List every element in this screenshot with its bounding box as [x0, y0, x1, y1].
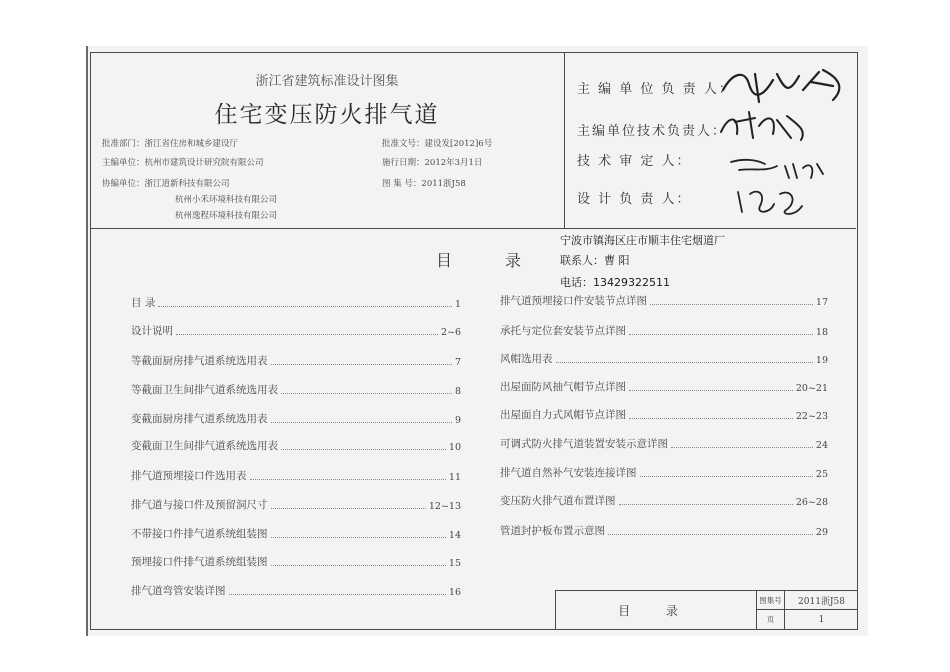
responsible-role: 主 编 单 位 负 责 人： [577, 82, 734, 97]
toc-item [131, 354, 461, 368]
toc-item-page: 7 [454, 357, 461, 368]
meta-label: 主编单位： [102, 158, 145, 168]
toc-leader [271, 565, 446, 566]
meta-row [175, 210, 277, 223]
toc-item [131, 527, 461, 541]
toc-item-title: 变截面厨房排气道系统选用表 [131, 413, 268, 425]
signature-panel [565, 52, 856, 229]
title-block [555, 590, 857, 629]
responsible-role: 技 术 审 定 人： [577, 154, 692, 169]
series-title: 浙江省建筑标准设计图集 [255, 74, 399, 89]
meta-row [102, 178, 230, 191]
toc-item-page: 18 [815, 327, 828, 338]
toc-item-title: 排气道与接口件及预留洞尺寸 [131, 499, 268, 511]
toc-leader [629, 334, 813, 335]
toc-item-title: 可调式防火排气道装置安装示意详图 [500, 438, 668, 450]
toc-leader [250, 479, 446, 480]
toc-item [131, 584, 461, 598]
toc-item [500, 352, 828, 366]
toc-item-page: 29 [815, 527, 828, 538]
toc-item-page: 12~13 [428, 501, 461, 512]
toc-leader [176, 334, 438, 335]
signature-image [730, 180, 830, 220]
toc-item-page: 19 [815, 355, 828, 366]
toc-leader [619, 504, 793, 505]
meta-value: 杭州小禾环境科技有限公司 [175, 195, 278, 205]
toc-leader [608, 534, 813, 535]
meta-row [175, 194, 277, 207]
toc-item-page: 17 [815, 297, 828, 308]
toc-item [131, 412, 461, 426]
toc-item-page: 1 [454, 299, 461, 310]
toc-item [500, 324, 828, 338]
responsible-role: 主编单位技术负责人： [577, 124, 728, 139]
meta-label: 图 集 号： [382, 179, 422, 189]
toc-item-title: 等截面厨房排气道系统选用表 [131, 355, 268, 367]
toc-item-title: 预埋接口件排气道系统组装图 [131, 556, 268, 568]
toc-item-title: 排气道弯管安装详图 [131, 585, 226, 597]
toc-item-page: 22~23 [795, 411, 828, 422]
toc-item-title: 出屋面防风抽气帽节点详图 [500, 381, 626, 393]
toc-item [131, 498, 461, 512]
toc-item-page: 9 [454, 415, 461, 426]
contact-person: 联系人：曹 阳 [560, 254, 630, 267]
toc-item-page: 16 [448, 587, 461, 598]
toc-leader [271, 364, 452, 365]
toc-leader [650, 304, 813, 305]
toc-item-page: 14 [448, 530, 461, 541]
toc-item-page: 8 [454, 386, 461, 397]
toc-item-title: 出屋面自力式风帽节点详图 [500, 409, 626, 421]
meta-label: 批准文号： [382, 139, 425, 149]
toc-item-page: 24 [815, 440, 828, 451]
toc-item-page: 15 [448, 558, 461, 569]
toc-item-page: 10 [448, 442, 461, 453]
toc-item-title: 风帽选用表 [500, 353, 553, 365]
meta-value: 2011浙J58 [421, 179, 466, 189]
toc-leader [629, 390, 793, 391]
toc-item-title: 排气道预埋接口件安装节点详图 [500, 295, 647, 307]
title-block-title: 目 录 [618, 603, 694, 618]
signature-image [715, 104, 825, 144]
toc-leader [271, 422, 452, 423]
toc-item-page: 2~6 [440, 327, 461, 338]
toc-item-title: 设计说明 [131, 325, 173, 337]
toc-item [131, 439, 461, 453]
responsible-role: 设 计 负 责 人： [577, 192, 692, 207]
toc-item [500, 408, 828, 422]
signature-image [715, 60, 855, 108]
toc-heading-left: 目 [436, 251, 453, 270]
toc-item-page: 25 [815, 469, 828, 480]
toc-leader [671, 447, 813, 448]
toc-leader [629, 418, 793, 419]
toc-item-page: 20~21 [795, 383, 828, 394]
toc-leader [556, 362, 813, 363]
toc-item-title: 目 录 [131, 297, 156, 309]
toc-item-page: 11 [448, 472, 461, 483]
signature-image [725, 144, 835, 180]
main-title: 住宅变压防火排气道 [214, 102, 440, 128]
meta-row [102, 138, 238, 151]
toc-leader [281, 449, 446, 450]
meta-label: 协编单位： [102, 179, 145, 189]
toc-item [500, 524, 828, 538]
meta-value: 浙江省住房和城乡建设厅 [144, 139, 239, 149]
toc-item-title: 管道封护板布置示意图 [500, 525, 605, 537]
toc-item [500, 380, 828, 394]
toc-item [500, 494, 828, 508]
toc-item [500, 466, 828, 480]
toc-leader [271, 537, 446, 538]
page-value: 1 [818, 614, 825, 625]
header-info-panel [90, 52, 565, 229]
page-label: 页 [757, 610, 785, 629]
meta-value: 浙江逍新科技有限公司 [144, 179, 230, 189]
toc-item-title: 排气道自然补气安装连接详图 [500, 467, 637, 479]
toc-item-title: 不带接口件排气道系统组装图 [131, 528, 268, 540]
meta-row [382, 178, 466, 191]
contact-phone: 电话：13429322511 [560, 276, 670, 289]
atlas-number-label: 图集号 [757, 591, 785, 610]
toc-item [131, 469, 461, 483]
toc-item-title: 变压防火排气道布置详图 [500, 495, 616, 507]
toc-item [131, 555, 461, 569]
toc-item [131, 296, 461, 310]
meta-value: 杭州逸程环境科技有限公司 [175, 211, 278, 221]
toc-item-title: 排气道预埋接口件选用表 [131, 470, 247, 482]
toc-item [500, 294, 828, 308]
atlas-number-value: 2011浙J58 [785, 591, 858, 610]
meta-value: 杭州市建筑设计研究院有限公司 [144, 158, 264, 168]
contact-company: 宁波市镇海区庄市顺丰住宅烟道厂 [560, 234, 725, 247]
title-block-grid [756, 591, 858, 629]
toc-leader [229, 594, 446, 595]
meta-value: 2012年3月1日 [424, 158, 483, 168]
toc-heading-right: 录 [505, 251, 522, 270]
toc-item [131, 383, 461, 397]
toc-item-title: 等截面卫生间排气道系统选用表 [131, 384, 278, 396]
toc-leader [158, 306, 452, 307]
meta-row [102, 157, 264, 170]
toc-item [500, 437, 828, 451]
meta-label: 批准部门： [102, 139, 145, 149]
toc-leader [281, 393, 452, 394]
toc-leader [271, 508, 426, 509]
meta-value: 建设发[2012]6号 [424, 139, 493, 149]
toc-item [131, 324, 461, 338]
meta-row [382, 157, 482, 170]
meta-row [382, 138, 492, 151]
toc-item-title: 变截面卫生间排气道系统选用表 [131, 440, 278, 452]
toc-item-title: 承托与定位套安装节点详图 [500, 325, 626, 337]
toc-item-page: 26~28 [795, 497, 828, 508]
toc-leader [640, 476, 813, 477]
meta-label: 施行日期： [382, 158, 425, 168]
